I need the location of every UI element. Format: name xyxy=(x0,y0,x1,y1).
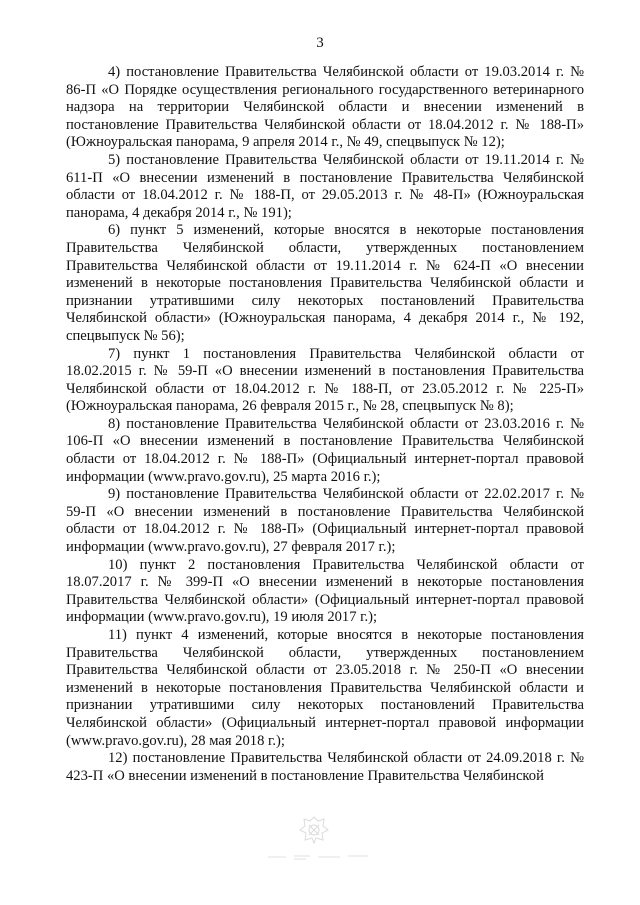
seal-icon xyxy=(296,814,332,846)
list-item-11: 11) пункт 4 изменений, которые вносятся в некоторые постановления Правительства Челябинской области, утвержденных постановлением Правительства Челябинской области от 23.05.2018 г. № 250-П «О внесении изменений в некоторые постановления Правительства Челябинской области и признании утратившими силу некоторых постановлений Правительства Челябинской области» (Официальный интернет-портал правовой информации (www.pravo.gov.ru), 28 мая 2018 г.); xyxy=(66,627,584,749)
document-body xyxy=(66,64,584,785)
list-item-9: 9) постановление Правительства Челябинской области от 22.02.2017 г. № 59-П «О внесении изменений в постановление Правительства Челябинской области от 18.04.2012 г. № 188-П» (Официальный интернет-портал правовой информации (www.pravo.gov.ru), 27 февраля 2017 г.); xyxy=(66,486,584,556)
list-item-5: 5) постановление Правительства Челябинской области от 19.11.2014 г. № 611-П «О внесении изменений в постановление Правительства Челябинской области от 18.04.2012 г. № 188-П, от 29.05.2013 г. № 48-П» (Южноуральская панорама, 4 декабря 2014 г., № 191); xyxy=(66,151,584,221)
page-number: 3 xyxy=(316,35,324,51)
list-item-6: 6) пункт 5 изменений, которые вносятся в некоторые постановления Правительства Челябинской области, утвержденных постановлением Правительства Челябинской области от 19.11.2014 г. № 624-П «О внесении изменений в некоторые постановления Правительства Челябинской области и признании утратившими силу некоторых постановлений Правительства Челябинской области» (Южноуральская панорама, 4 декабря 2014 г., № 192, спецвыпуск № 56); xyxy=(66,222,584,344)
list-item-7: 7) пункт 1 постановления Правительства Челябинской области от 18.02.2015 г. № 59-П «О внесении изменений в постановления Правительства Челябинской области от 18.04.2012 г. № 188-П, от 23.05.2012 г. № 225-П» (Южноуральская панорама, 26 февраля 2015 г., № 28, спецвыпуск № 8); xyxy=(66,345,584,415)
list-item-12: 12) постановление Правительства Челябинской области от 24.09.2018 г. № 423-П «О внесении изменений в постановление Правительства Челябинской xyxy=(66,750,584,784)
list-item-4: 4) постановление Правительства Челябинской области от 19.03.2014 г. № 86-П «О Порядке осуществления регионального государственного ветеринарного надзора на территории Челябинской области и внесении изменений в постановление Правительства Челябинской области от 18.04.2012 г. № 188-П» (Южноуральская панорама, 9 апреля 2014 г., № 49, спецвыпуск № 12); xyxy=(66,64,584,151)
list-item-10: 10) пункт 2 постановления Правительства Челябинской области от 18.07.2017 г. № 399-П «О внесении изменений в некоторые постановления Правительства Челябинской области» (Официальный интернет-портал правовой информации (www.pravo.gov.ru), 19 июля 2017 г.); xyxy=(66,556,584,626)
stamp-lines xyxy=(266,852,370,862)
list-item-8: 8) постановление Правительства Челябинской области от 23.03.2016 г. № 106-П «О внесении изменений в постановление Правительства Челябинской области от 18.04.2012 г. № 188-П» (Официальный интернет-портал правовой информации (www.pravo.gov.ru), 25 марта 2016 г.); xyxy=(66,415,584,485)
